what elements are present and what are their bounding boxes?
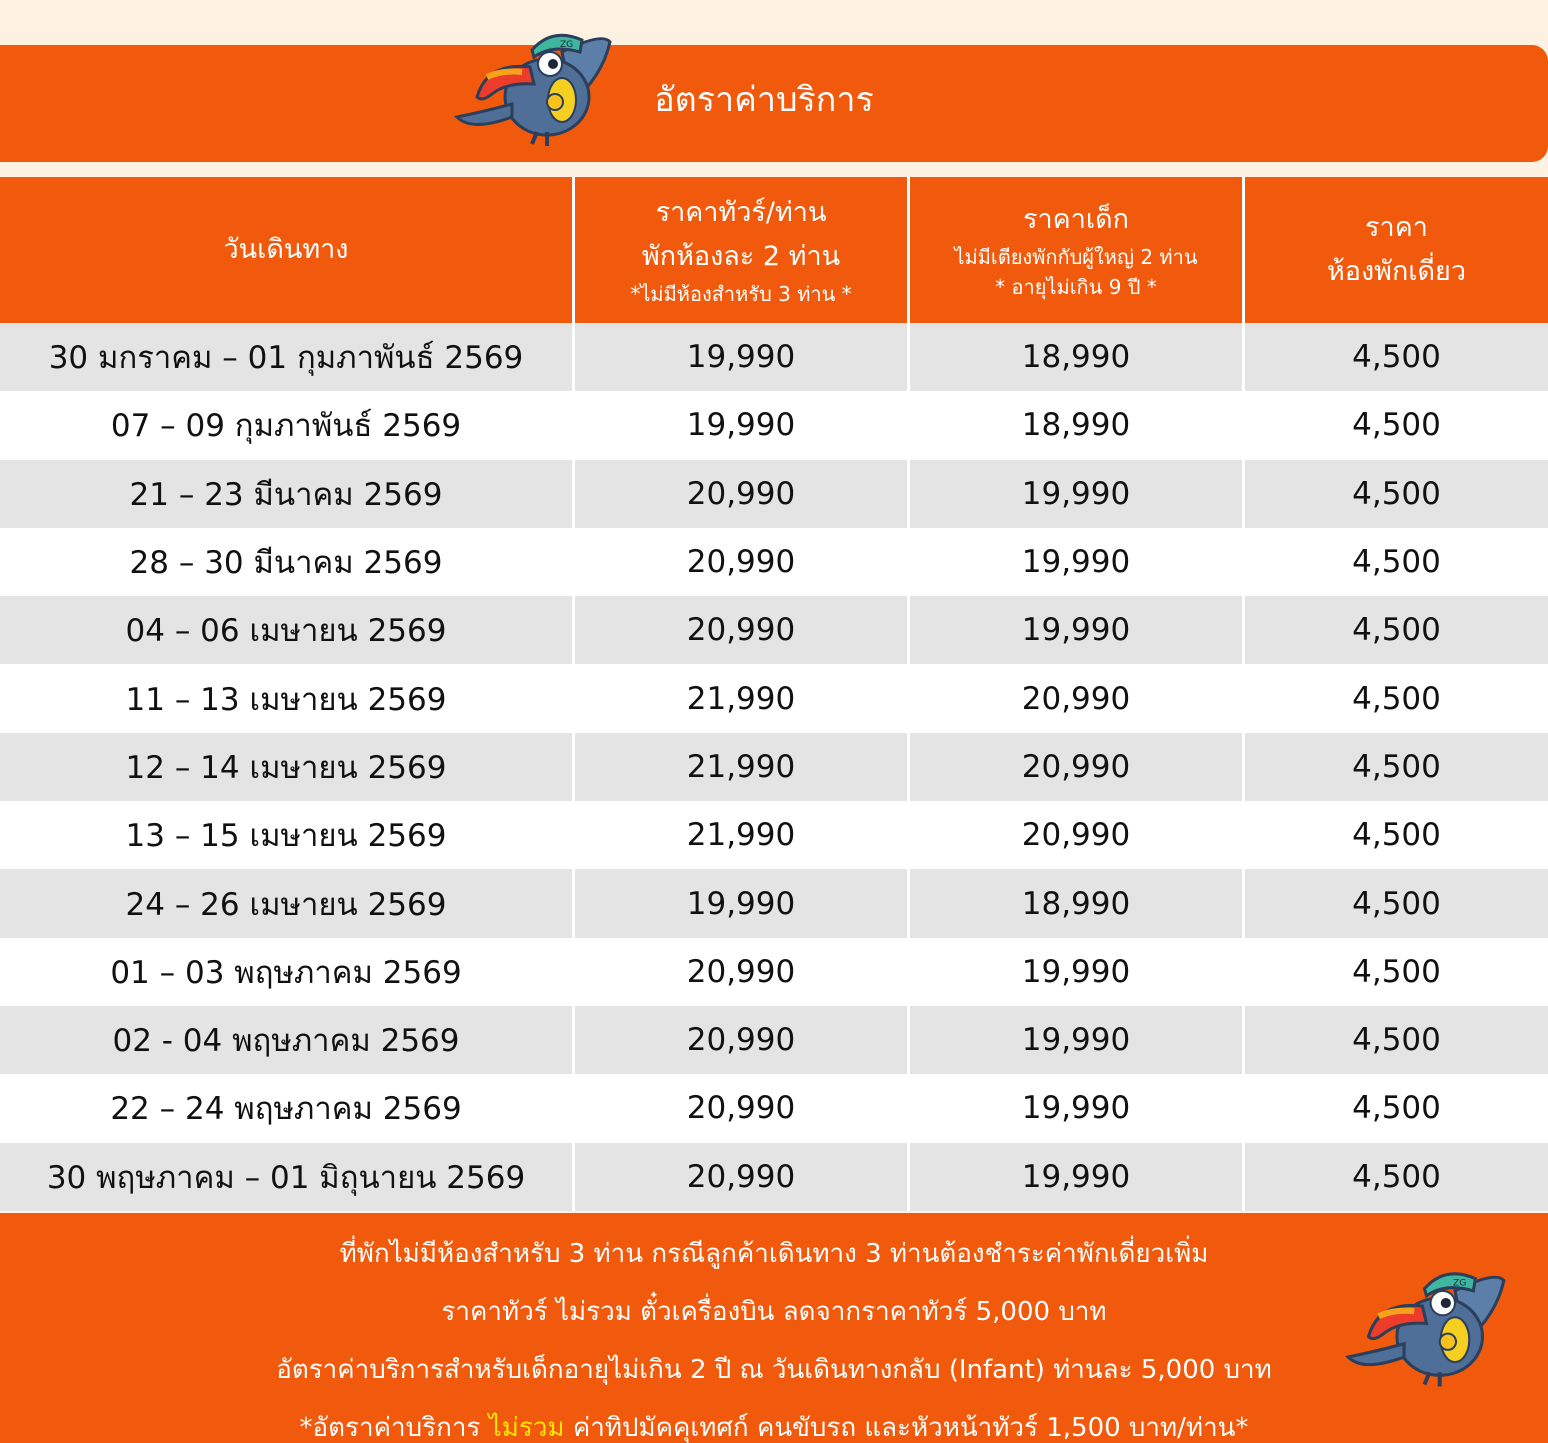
- toucan-mascot-icon: [452, 22, 617, 157]
- cell-adult-price: 20,990: [572, 938, 907, 1006]
- cell-single-room-price: 4,500: [1242, 1006, 1548, 1074]
- footer-note-2: ราคาทัวร์ ไม่รวม ตั๋วเครื่องบิน ลดจากราคาทัวร์ 5,000 บาท: [441, 1297, 1107, 1327]
- cell-adult-price: 21,990: [572, 664, 907, 732]
- header-child-line1: ราคาเด็ก: [1023, 204, 1129, 235]
- cell-travel-date: 12 – 14 เมษายน 2569: [0, 733, 572, 801]
- cell-child-price: 18,990: [907, 323, 1242, 391]
- cell-single-room-price: 4,500: [1242, 596, 1548, 664]
- cell-adult-price: 20,990: [572, 528, 907, 596]
- cell-child-price: 20,990: [907, 733, 1242, 801]
- cell-single-room-price: 4,500: [1242, 1074, 1548, 1142]
- cell-single-room-price: 4,500: [1242, 664, 1548, 732]
- cell-travel-date: 24 – 26 เมษายน 2569: [0, 869, 572, 937]
- table-row: [0, 323, 1548, 391]
- cell-adult-price: 21,990: [572, 733, 907, 801]
- cell-child-price: 18,990: [907, 391, 1242, 459]
- cell-travel-date: 04 – 06 เมษายน 2569: [0, 596, 572, 664]
- cell-adult-price: 19,990: [572, 869, 907, 937]
- footer-note-4-pre: *อัตราค่าบริการ: [299, 1413, 489, 1443]
- footer-notes: [0, 1213, 1548, 1443]
- table-row: [0, 1006, 1548, 1074]
- cell-single-room-price: 4,500: [1242, 869, 1548, 937]
- mascot-cap-label: ZG: [1452, 1277, 1467, 1289]
- cell-travel-date: 30 มกราคม – 01 กุมภาพันธ์ 2569: [0, 323, 572, 391]
- footer-note-1: ที่พักไม่มีห้องสำหรับ 3 ท่าน กรณีลูกค้าเดินทาง 3 ท่านต้องชำระค่าพักเดี่ยวเพิ่ม: [339, 1239, 1209, 1269]
- table-row: [0, 528, 1548, 596]
- header-adult-line2: พักห้องละ 2 ท่าน: [641, 241, 841, 272]
- cell-single-room-price: 4,500: [1242, 938, 1548, 1006]
- cell-child-price: 20,990: [907, 801, 1242, 869]
- header-single-room: [1242, 177, 1548, 323]
- cell-child-price: 19,990: [907, 528, 1242, 596]
- header-single-line2: ห้องพักเดี่ยว: [1326, 256, 1467, 287]
- cell-travel-date: 28 – 30 มีนาคม 2569: [0, 528, 572, 596]
- cell-child-price: 19,990: [907, 1074, 1242, 1142]
- cell-adult-price: 20,990: [572, 596, 907, 664]
- table-row: [0, 664, 1548, 732]
- cell-child-price: 18,990: [907, 869, 1242, 937]
- cell-single-room-price: 4,500: [1242, 391, 1548, 459]
- cell-child-price: 19,990: [907, 596, 1242, 664]
- footer-note-3: อัตราค่าบริการสำหรับเด็กอายุไม่เกิน 2 ปี ณ วันเดินทางกลับ (Infant) ท่านละ 5,000 บาท: [276, 1355, 1272, 1385]
- table-row: [0, 733, 1548, 801]
- toucan-mascot-icon: [1343, 1258, 1511, 1400]
- cell-adult-price: 19,990: [572, 323, 907, 391]
- header-travel-date: [0, 177, 572, 323]
- cell-child-price: 20,990: [907, 664, 1242, 732]
- cell-child-price: 19,990: [907, 938, 1242, 1006]
- footer-note-4: [0, 1399, 1548, 1443]
- page-title: อัตราค่าบริการ: [654, 80, 874, 120]
- table-row: [0, 1074, 1548, 1142]
- cell-travel-date: 07 – 09 กุมภาพันธ์ 2569: [0, 391, 572, 459]
- table-row: [0, 596, 1548, 664]
- title-banner: [0, 45, 1548, 162]
- cell-travel-date: 22 – 24 พฤษภาคม 2569: [0, 1074, 572, 1142]
- header-child-line3: * อายุไม่เกิน 9 ปี *: [995, 275, 1157, 299]
- mascot-cap-label: ZG: [560, 40, 574, 50]
- cell-adult-price: 20,990: [572, 1006, 907, 1074]
- table-row: [0, 1143, 1548, 1211]
- header-adult-line1: ราคาทัวร์/ท่าน: [655, 197, 827, 228]
- table-row: [0, 801, 1548, 869]
- cell-child-price: 19,990: [907, 1006, 1242, 1074]
- cell-single-room-price: 4,500: [1242, 1143, 1548, 1211]
- cell-single-room-price: 4,500: [1242, 528, 1548, 596]
- table-row: [0, 391, 1548, 459]
- footer-note-4-highlight: ไม่รวม: [488, 1413, 565, 1443]
- cell-single-room-price: 4,500: [1242, 460, 1548, 528]
- cell-single-room-price: 4,500: [1242, 733, 1548, 801]
- header-child-price: [907, 177, 1242, 323]
- table-row: [0, 938, 1548, 1006]
- header-single-line1: ราคา: [1365, 212, 1428, 243]
- table-row: [0, 460, 1548, 528]
- cell-travel-date: 11 – 13 เมษายน 2569: [0, 664, 572, 732]
- price-table-header: [0, 177, 1548, 323]
- table-row: [0, 869, 1548, 937]
- cell-child-price: 19,990: [907, 460, 1242, 528]
- cell-child-price: 19,990: [907, 1143, 1242, 1211]
- cell-adult-price: 21,990: [572, 801, 907, 869]
- cell-travel-date: 30 พฤษภาคม – 01 มิถุนายน 2569: [0, 1143, 572, 1211]
- header-adult-price: [572, 177, 907, 323]
- cell-adult-price: 19,990: [572, 391, 907, 459]
- cell-adult-price: 20,990: [572, 1074, 907, 1142]
- cell-single-room-price: 4,500: [1242, 323, 1548, 391]
- header-travel-date-label: วันเดินทาง: [223, 234, 349, 265]
- cell-travel-date: 21 – 23 มีนาคม 2569: [0, 460, 572, 528]
- cell-travel-date: 13 – 15 เมษายน 2569: [0, 801, 572, 869]
- footer-note-4-post: ค่าทิปมัคคุเทศก์ คนขับรถ และหัวหน้าทัวร์ 1,500 บาท/ท่าน*: [564, 1413, 1249, 1443]
- header-adult-line3: *ไม่มีห้องสำหรับ 3 ท่าน *: [630, 282, 852, 306]
- cell-single-room-price: 4,500: [1242, 801, 1548, 869]
- cell-adult-price: 20,990: [572, 1143, 907, 1211]
- cell-adult-price: 20,990: [572, 460, 907, 528]
- cell-travel-date: 02 - 04 พฤษภาคม 2569: [0, 1006, 572, 1074]
- cell-travel-date: 01 – 03 พฤษภาคม 2569: [0, 938, 572, 1006]
- header-child-line2: ไม่มีเตียงพักกับผู้ใหญ่ 2 ท่าน: [954, 245, 1198, 269]
- price-table-body: [0, 323, 1548, 1211]
